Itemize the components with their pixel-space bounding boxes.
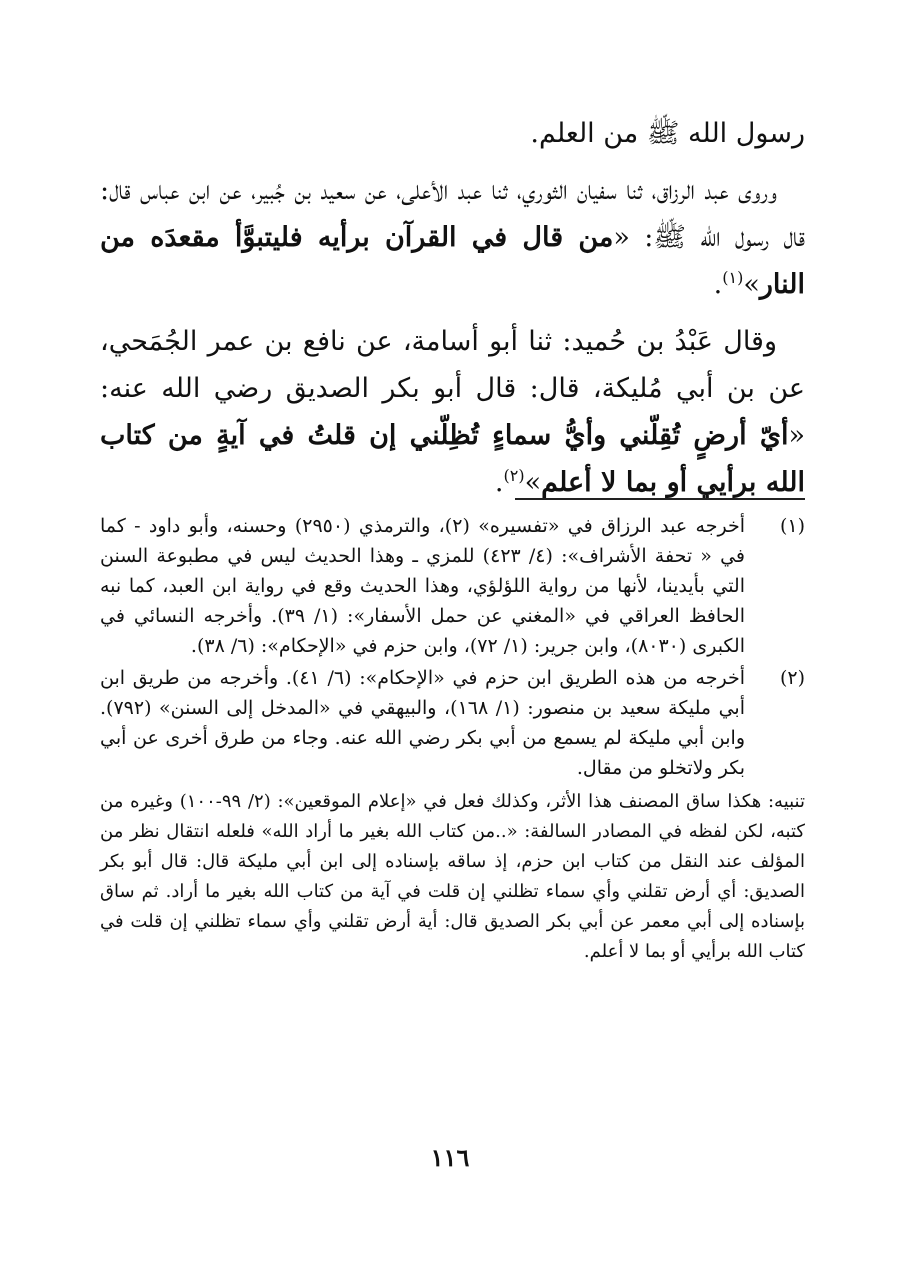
paragraph-2 [100, 167, 805, 308]
paragraph-3 [100, 318, 805, 506]
paragraph-3-quote-close: » [524, 467, 542, 498]
paragraph-1 [100, 110, 805, 157]
paragraph-2-text: وروى عبد الرزاق، ثنا سفيان الثوري، ثنا عبد الأعلى، عن سعيد بن جُبير، عن ابن عباس قال: قال رسول الله ﷺ: « [100, 175, 805, 253]
paragraph-2-quote-close: » [743, 269, 760, 300]
footnote-divider [515, 498, 805, 500]
hadith-text: من قال في القرآن برأيه فليتبوَّأ مقعدَه من النار [100, 222, 805, 300]
footnote-1 [100, 511, 805, 661]
paragraph-1-text: رسول الله ﷺ من العلم. [530, 118, 805, 149]
page-number: ١١٦ [430, 1143, 470, 1172]
footnote-ref-1[interactable]: (١) [722, 268, 744, 287]
athar-text: أيّ أرضٍ تُقِلّني وأيُّ سماءٍ تُظِلّني إن قلتُ في آيةٍ من كتاب الله برأيي أو بما لا أعلم [100, 420, 805, 498]
footnote-number: (٢) [779, 667, 805, 689]
footnote-2 [100, 663, 805, 783]
footnote-ref-2[interactable]: (٢) [503, 466, 525, 485]
main-text [100, 110, 805, 516]
paragraph-3-text: وقال عَبْدُ بن حُميد: ثنا أبو أسامة، عن نافع بن عمر الجُمَحي، عن بن أبي مُليكة، قال: قال أبو بكر الصديق رضي الله عنه: « [100, 326, 806, 451]
paragraph-3-end: . [494, 467, 504, 498]
footnote-number: (١) [779, 515, 805, 537]
paragraph-2-end: . [713, 269, 723, 300]
footnote-text: أخرجه من هذه الطريق ابن حزم في «الإحكام»: (٦/ ٤١). وأخرجه من طريق ابن أبي مليكة سعيد بن منصور: (١/ ١٦٨)، والبيهقي في «المدخل إلى السنن» (٧٩٢). وابن أبي مليكة لم يسمع من أبي بكر رضي الله عنه. وجاء من طرق أخرى عن أبي بكر ولاتخلو من مقال. [100, 667, 745, 779]
editor-note: تنبيه: هكذا ساق المصنف هذا الأثر، وكذلك فعل في «إعلام الموقعين»: (٢/ ٩٩-١٠٠) وغيره من كتبه، لكن لفظه في المصادر السالفة: «..من كتاب الله بغير ما أراد الله» فلعله انتقال نظر من المؤلف عند النقل من كتاب ابن حزم، إذ ساقه بإسناده إلى ابن أبي مليكة قال: قال أبو بكر الصديق: أي أرض تقلني وأي سماء تظلني إن قلت في آية من كتاب الله بغير ما أراد. ثم ساق بإسناده إلى أبي معمر عن أبي بكر الصديق قال: أية أرض تقلني وأي سماء تظلني إن قلت في كتاب الله برأيي أو بما لا أعلم. [100, 791, 805, 962]
footnote-text: أخرجه عبد الرزاق في «تفسيره» (٢)، والترمذي (٢٩٥٠) وحسنه، وأبو داود - كما في « تحفة الأشراف»: (٤/ ٤٢٣) للمزي ـ وهذا الحديث ليس في مطبوعة السنن التي بأيدينا، لأنها من رواية اللؤلؤي، وهذا الحديث وقع في رواية ابن العبد، كما نبه الحافظ العراقي في «المغني عن حمل الأسفار»: (١/ ٣٩). وأخرجه النسائي في الكبرى (٨٠٣٠)، وابن جرير: (١/ ٧٢)، وابن حزم في «الإحكام»: (٦/ ٣٨). [100, 515, 745, 657]
footnotes-section [100, 511, 805, 967]
